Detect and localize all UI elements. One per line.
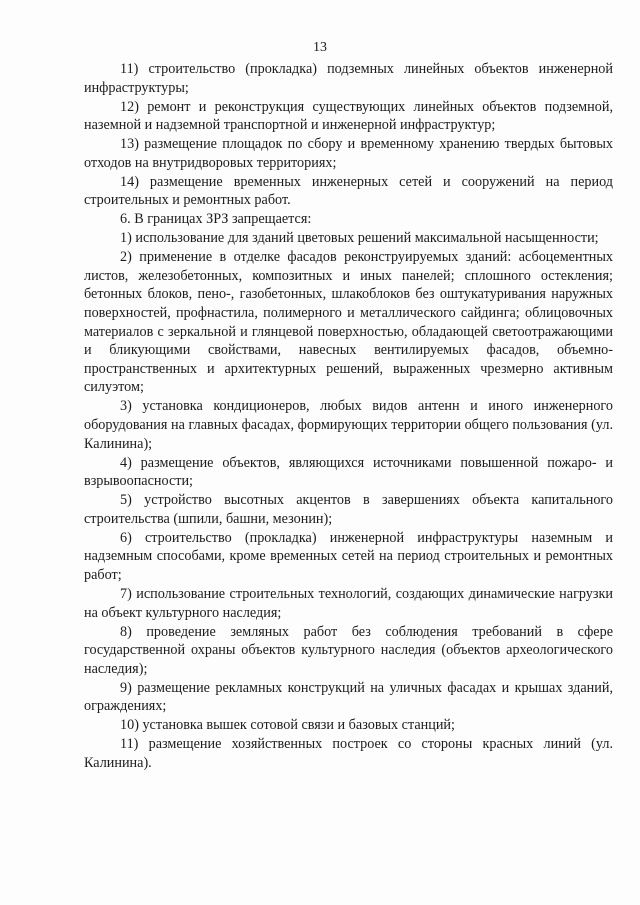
prohibition-item-11: 11) размещение хозяйственных построек со стороны красных линий (ул. Калинина). bbox=[84, 736, 613, 771]
paragraph-item-11-underground-construction: 11) строительство (прокладка) подземных линейных объектов инженерной инфраструктуры; bbox=[84, 61, 613, 96]
prohibition-item-5: 5) устройство высотных акцентов в завершениях объекта капитального строительства (шпили, башни, мезонин); bbox=[84, 492, 613, 527]
section-heading-zrz-prohibitions: 6. В границах ЗРЗ запрещается: bbox=[120, 211, 312, 228]
prohibition-item-10: 10) установка вышек сотовой связи и базовых станций; bbox=[120, 717, 455, 734]
prohibition-item-7: 7) использование строительных технологий, создающих динамические нагрузки на объект культурного наследия; bbox=[84, 585, 613, 621]
prohibition-item-9: 9) размещение рекламных конструкций на уличных фасадах и крышах зданий, ограждениях; bbox=[84, 679, 613, 715]
prohibition-item-3: 3) установка кондиционеров, любых видов антенн и иного инженерного оборудования на главных фасадах, формирующих территории общего пользования (ул. Калинина); bbox=[84, 398, 613, 452]
prohibition-item-1: 1) использование для зданий цветовых решений максимальной насыщенности; bbox=[120, 230, 599, 247]
prohibition-item-4: 4) размещение объектов, являющихся источниками повышенной пожаро- и взрывоопасности; bbox=[84, 454, 613, 490]
page-number: 13 bbox=[313, 40, 327, 55]
prohibition-item-8: 8) проведение земляных работ без соблюдения требований в сфере государственной охраны объектов культурного наследия (объектов археологического наследия); bbox=[84, 623, 613, 677]
paragraph-item-13-waste-sites: 13) размещение площадок по сбору и временному хранению твердых бытовых отходов на внутридворовых территориях; bbox=[84, 136, 613, 171]
prohibition-item-6: 6) строительство (прокладка) инженерной инфраструктуры наземным и надземным способами, кроме временных сетей на период строительных и ремонтных работ; bbox=[84, 529, 613, 583]
prohibition-item-2: 2) применение в отделке фасадов реконструируемых зданий: асбоцементных листов, железобетонных, композитных и иных панелей; сплошного остекления; бетонных блоков, пено-, газобетонных, шлакоблоков без оштукатуривания наружных поверхностей, профнастила, полимерного и металлического сайдинга; облицовочных материалов с зеркальной и глянцевой поверхностью, обладающей светоотражающими и бликующими свойствами, навесных вентилируемых фасадов, объемно-пространственных и архитектурных решений, выраженных чрезмерно активным силуэтом; bbox=[84, 249, 613, 396]
paragraph-item-12-repair-reconstruction: 12) ремонт и реконструкция существующих линейных объектов подземной, наземной и надземной транспортной и инженерной инфраструктур; bbox=[84, 98, 613, 134]
paragraph-item-14-temporary-networks: 14) размещение временных инженерных сетей и сооружений на период строительных и ремонтных работ. bbox=[84, 173, 613, 209]
document-body bbox=[84, 60, 613, 773]
